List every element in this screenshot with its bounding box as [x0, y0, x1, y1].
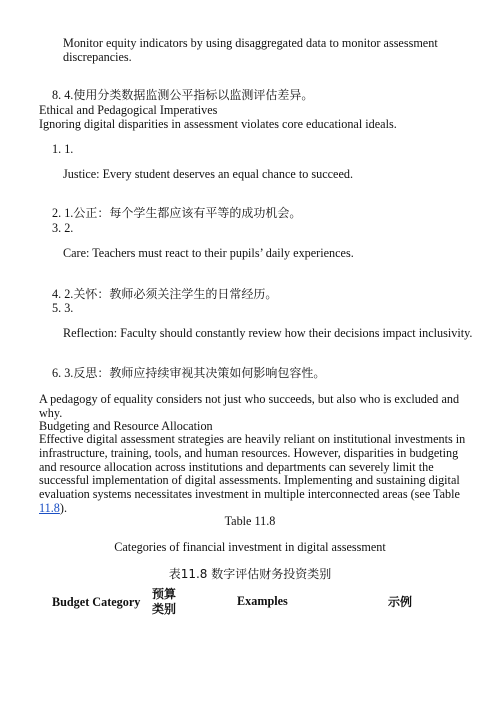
closing-line-1: A pedagogy of equality considers not just who succeeds, but also who is excluded and [39, 392, 460, 406]
col-header-budget-category-cn-line2: 类别 [152, 602, 177, 616]
table-caption-cn: 表11.8 数字评估财务投资类别 [168, 567, 332, 581]
budget-line: successful implementation of digital assessments. Implementing and sustaining digital [39, 473, 460, 487]
list-marker: 5. 3. [52, 301, 74, 315]
budget-line: Effective digital assessment strategies are heavily reliant on institutional investments in [39, 432, 466, 446]
closing-line-2: why. [39, 406, 63, 420]
budget-line: and resource allocation across institutions and departments can severely limit the [39, 460, 434, 474]
intro-line-2: discrepancies. [63, 50, 132, 64]
list-item [52, 287, 277, 302]
list-item [52, 366, 325, 381]
table-reference-link[interactable]: 11.8 [39, 501, 60, 515]
list-marker: 1. 1. [52, 142, 74, 156]
list-item-8 [52, 88, 313, 103]
list-marker: 6. 3. [52, 366, 74, 380]
list-marker: 2. 1. [52, 206, 74, 220]
list-text-cn: 关怀：教师必须关注学生的日常经历。 [73, 287, 278, 301]
ethics-heading: Ethical and Pedagogical Imperatives [39, 103, 218, 117]
list-item [52, 301, 73, 315]
list-marker: 3. 2. [52, 221, 74, 235]
list-item-text: Care: Teachers must react to their pupils’ daily experiences. [63, 246, 354, 260]
list-item-text: Reflection: Faculty should constantly review how their decisions impact inclusivity. [63, 326, 473, 340]
list-item-text: Justice: Every student deserves an equal chance to succeed. [63, 167, 354, 181]
col-header-examples-cn: 示例 [388, 595, 413, 609]
list-item [52, 206, 301, 221]
list-item [52, 221, 73, 235]
col-header-budget-category: Budget Category [52, 595, 141, 609]
list-text-cn: 公正：每个学生都应该有平等的成功机会。 [73, 206, 302, 220]
list-item [52, 142, 73, 156]
list-marker: 4. 2. [52, 287, 74, 301]
table-caption: Categories of financial investment in digital assessment [114, 540, 386, 554]
col-header-budget-category-cn-line1: 预算 [152, 587, 177, 601]
ref-suffix: ). [59, 501, 67, 515]
budget-ref-line [39, 501, 67, 515]
budget-line: evaluation systems necessitates investment in multiple interconnected areas (see Table [39, 487, 460, 501]
ethics-intro: Ignoring digital disparities in assessment violates core educational ideals. [39, 117, 397, 131]
list-text-cn: 使用分类数据监测公平指标以监测评估差异。 [73, 88, 314, 102]
list-text-cn: 反思：教师应持续审视其决策如何影响包容性。 [73, 366, 326, 380]
col-header-examples: Examples [237, 594, 288, 608]
list-marker: 8. 4. [52, 88, 74, 102]
budget-line: infrastructure, training, tools, and human resources. However, disparities in budgeting [39, 446, 459, 460]
intro-line-1: Monitor equity indicators by using disaggregated data to monitor assessment [63, 36, 438, 50]
table-label: Table 11.8 [224, 514, 276, 528]
budget-heading: Budgeting and Resource Allocation [39, 419, 213, 433]
